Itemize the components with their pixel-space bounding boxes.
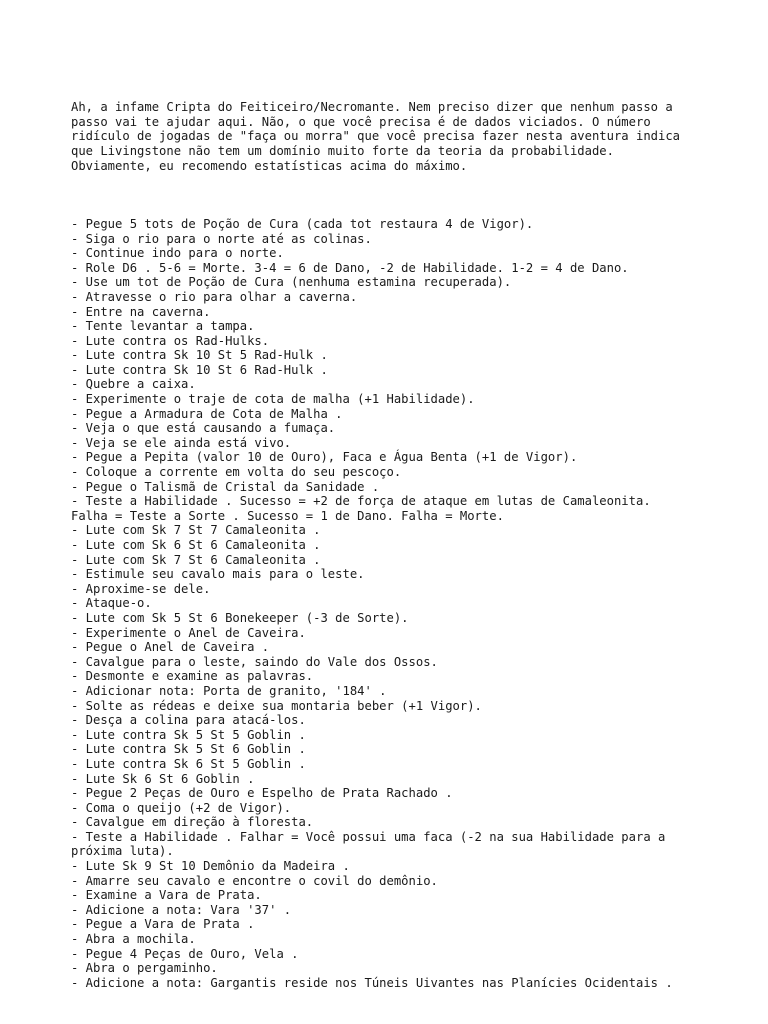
walkthrough-step: - Adicione a nota: Vara '37' . xyxy=(71,902,292,917)
walkthrough-step: - Lute contra Sk 10 St 6 Rad-Hulk . xyxy=(71,362,328,377)
walkthrough-step: - Siga o rio para o norte até as colinas. xyxy=(71,231,372,246)
walkthrough-step: - Quebre a caixa. xyxy=(71,377,196,392)
walkthrough-step: - Ataque-o. xyxy=(71,596,152,611)
walkthrough-step: - Estimule seu cavalo mais para o leste. xyxy=(71,567,365,582)
walkthrough-step: - Lute contra Sk 6 St 5 Goblin . xyxy=(71,756,306,771)
walkthrough-step: - Pegue 2 Peças de Ouro e Espelho de Prata Rachado . xyxy=(71,786,453,801)
walkthrough-step: - Amarre seu cavalo e encontre o covil do demônio. xyxy=(71,873,438,888)
walkthrough-step: - Teste a Habilidade . Falhar = Você possui uma faca (-2 na sua Habilidade para a próxima luta). xyxy=(71,829,666,859)
walkthrough-step: - Abra o pergaminho. xyxy=(71,961,218,976)
walkthrough-step: - Veja se ele ainda está vivo. xyxy=(71,435,292,450)
walkthrough-step: - Teste a Habilidade . Sucesso = +2 de força de ataque em lutas de Camaleonita. Falha = Teste a Sorte . Sucesso = 1 de Dano. Falha = Morte. xyxy=(71,494,651,523)
intro-paragraph: Ah, a infame Cripta do Feiticeiro/Necromante. Nem preciso dizer que nenhum passo a passo vai te ajudar aqui. Não, o que você precisa é de dados viciados. O número ridículo de jogadas de "faça ou morra" que você precisa fazer nesta aventura indica que Livingstone não tem um domínio muito forte da teoria da probabilidade. Obviamente, eu recomendo estatísticas acima do máximo. xyxy=(71,100,681,173)
walkthrough-step: - Abra a mochila. xyxy=(71,932,196,947)
walkthrough-step: - Entre na caverna. xyxy=(71,304,211,319)
walkthrough-step: - Aproxime-se dele. xyxy=(71,581,211,596)
walkthrough-step: - Lute contra os Rad-Hulks. xyxy=(71,333,270,348)
walkthrough-step: - Pegue o Anel de Caveira . xyxy=(71,640,270,655)
walkthrough-step: - Pegue a Armadura de Cota de Malha . xyxy=(71,406,343,421)
walkthrough-step: - Adicione a nota: Gargantis reside nos Túneis Uivantes nas Planícies Ocidentais . xyxy=(71,975,673,990)
walkthrough-step: - Lute contra Sk 5 St 5 Goblin . xyxy=(71,727,306,742)
walkthrough-step: - Veja o que está causando a fumaça. xyxy=(71,421,336,436)
walkthrough-step: - Lute Sk 9 St 10 Demônio da Madeira . xyxy=(71,859,350,874)
walkthrough-step: - Coloque a corrente em volta do seu pescoço. xyxy=(71,465,402,480)
walkthrough-step: - Atravesse o rio para olhar a caverna. xyxy=(71,289,358,304)
walkthrough-step: - Cavalgue para o leste, saindo do Vale dos Ossos. xyxy=(71,654,438,669)
walkthrough-step: - Pegue a Pepita (valor 10 de Ouro), Faca e Água Benta (+1 de Vigor). xyxy=(71,450,578,465)
walkthrough-steps xyxy=(71,217,711,990)
walkthrough-step: - Examine a Vara de Prata. xyxy=(71,888,262,903)
walkthrough-step: - Lute com Sk 7 St 7 Camaleonita . xyxy=(71,523,321,538)
walkthrough-step: - Use um tot de Poção de Cura (nenhuma estamina recuperada). xyxy=(71,275,512,290)
walkthrough-step: - Lute com Sk 6 St 6 Camaleonita . xyxy=(71,538,321,552)
walkthrough-step: - Experimente o traje de cota de malha (+1 Habilidade). xyxy=(71,392,475,407)
walkthrough-step: - Lute contra Sk 10 St 5 Rad-Hulk . xyxy=(71,348,328,363)
walkthrough-step: - Role D6 . 5-6 = Morte. 3-4 = 6 de Dano, -2 de Habilidade. 1-2 = 4 de Dano. xyxy=(71,260,629,275)
walkthrough-step: - Pegue a Vara de Prata . xyxy=(71,917,255,932)
walkthrough-step: - Tente levantar a tampa. xyxy=(71,319,255,334)
walkthrough-step: - Lute contra Sk 5 St 6 Goblin . xyxy=(71,742,306,757)
walkthrough-step: - Lute com Sk 5 St 6 Bonekeeper (-3 de Sorte). xyxy=(71,610,409,625)
walkthrough-step: - Pegue 4 Peças de Ouro, Vela . xyxy=(71,946,299,961)
walkthrough-step: - Desmonte e examine as palavras. xyxy=(71,669,314,684)
walkthrough-step: - Coma o queijo (+2 de Vigor). xyxy=(71,800,292,815)
walkthrough-step: - Pegue 5 tots de Poção de Cura (cada tot restaura 4 de Vigor). xyxy=(71,216,534,231)
walkthrough-step: - Solte as rédeas e deixe sua montaria beber (+1 Vigor). xyxy=(71,698,482,713)
walkthrough-step: - Desça a colina para atacá-los. xyxy=(71,713,306,728)
walkthrough-step: - Lute Sk 6 St 6 Goblin . xyxy=(71,771,255,786)
walkthrough-step: - Adicionar nota: Porta de granito, '184' . xyxy=(71,683,387,698)
walkthrough-step: - Pegue o Talismã de Cristal da Sanidade . xyxy=(71,479,380,494)
walkthrough-step: - Cavalgue em direção à floresta. xyxy=(71,815,314,830)
walkthrough-step: - Continue indo para o norte. xyxy=(71,246,284,261)
walkthrough-step: - Lute com Sk 7 St 6 Camaleonita . xyxy=(71,552,321,567)
walkthrough-step: - Experimente o Anel de Caveira. xyxy=(71,625,306,640)
document-page xyxy=(71,71,711,1005)
